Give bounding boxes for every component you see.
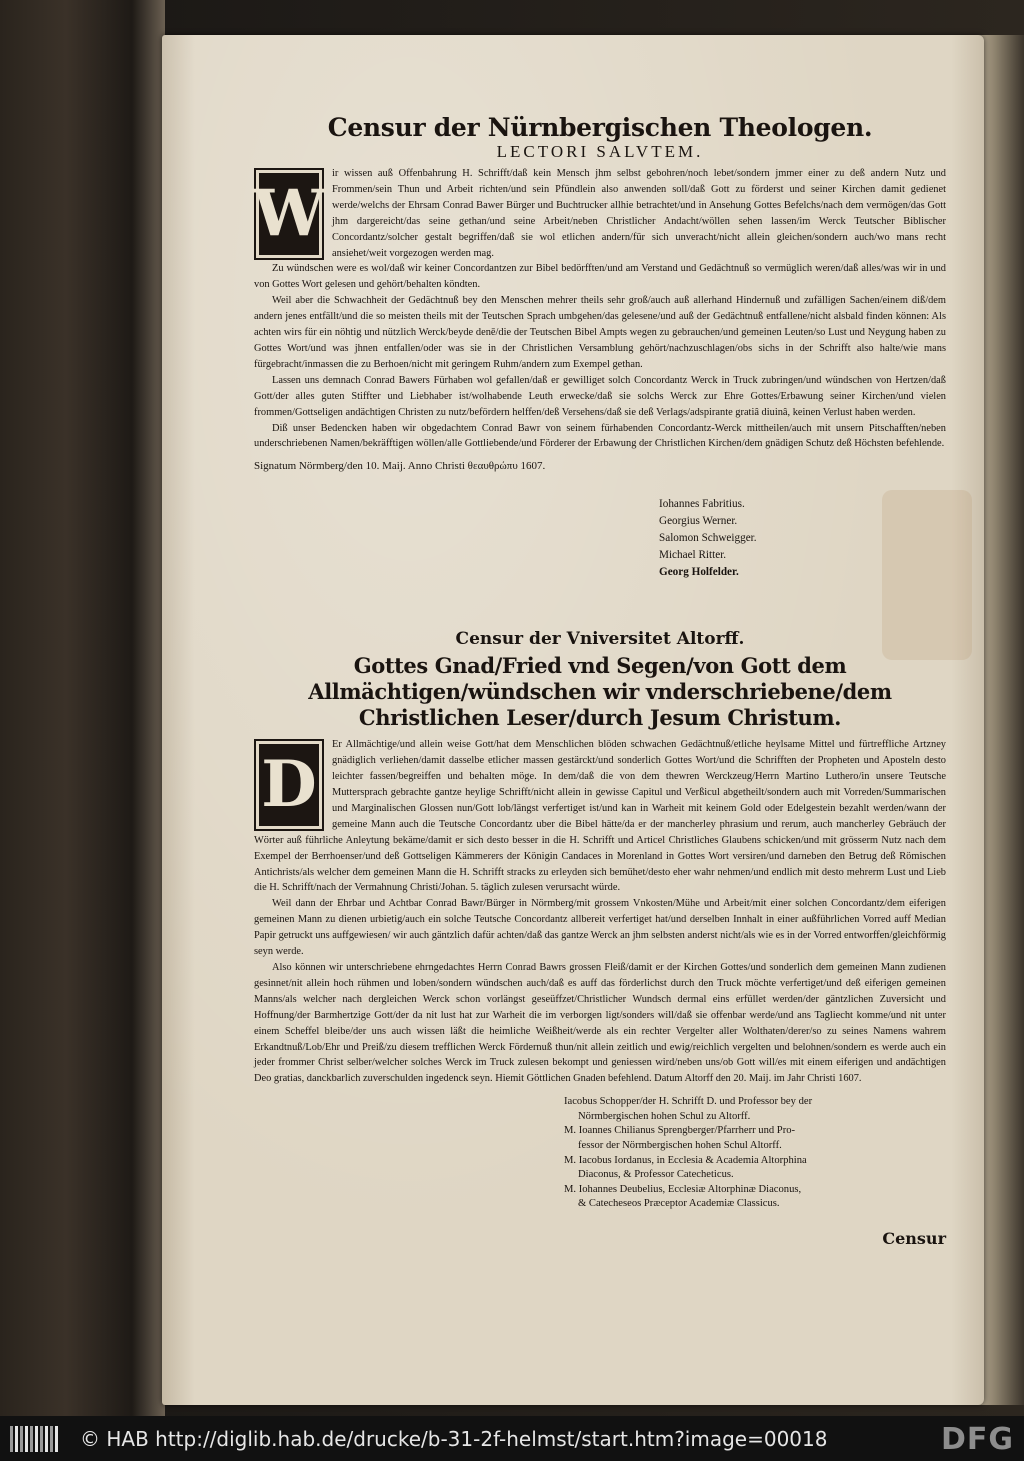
paragraph: Er Allmächtige/und allein weise Gott/hat dem Menschlichen blöden schwachen Gedächtnuß/etliche heylsame Mittel und fürtreffliche Artzney gnädiglich verliehen/damit dasselbe etlicher massen gestärckt/und sonderlich Gottes Wort/und die Schrifften der Propheten und Aposteln desto leichter fassen/begreiffen und behalten möge. In dem/daß die von dem thewren Werckzeug/Herrn Martino Luthero/in unsere Teutsche Muttersprach gebrachte gantze heylige Schrifft/nicht allein in gewisse Capitul und Verßicul abgetheilt/sondern auch mit Vorreden/Summarischen und Marginalischen Glossen nun/Gott lob/längst verfertiget ist/und kan in Warheit mit keinem Gold oder Edelgestein bezahlt werden/wann der gemeine Mann auch die Teutsche Concordantz uber die Bibel hätte/da er der mancherley phrasium und rerum, auch mancherley Gebräuch der Wörter auß führliche Anleytung bekäme/damit er sich desto besser in die H. Schrifft und Articel Christliches Glaubens schicken/und mit grösserm Nutz nach dem Exempel der Berrhoenser/und deß Gottseligen Kämmerers der Königin Candaces in Morenland in Gottes Wort versiren/und darneben den Betrug deß Römischen Antichrists/als welcher dem gemeinen Mann die H. Schrifft stracks zu erleyden sich bemühet/desto eher wahr nehmen/und endlich mit desto mehrerm Lust und Lieb die H. Schrifft/nach der Vermahnung Christi/Johan. 5. täglich zulesen verursacht würde. bbox=[254, 739, 946, 894]
paragraph: Also können wir unterschriebene ehrngedachtes Herrn Conrad Bawrs grossen Fleiß/damit er der Kirchen Gottes/und sonderlich dem gemeinen Mann zudienen gesinnet/nit allein hoch rühmen und loben/sondern wündschen auch/daß es auff das förderlichst durch den Truck möchte verfertiget/und deß eiferigen gemeinen Manns/als welcher nach dergleichen Werck schon vorlängst geseüffzet/Christlicher Wundsch dermal eins erfüllet werden/der gäntzlichen Zuversicht und Hoffnung/der Barmhertzige Gott/der da nit lust hat zur Warheit die im verborgen ligt/sonders will/daß sie offenbar werde/und ans Tagliecht komme/und nit unter einem Scheffel bleibe/der uns auch wissen läßt die heimliche Weißheit/werde als ein rechter Vergelter aller Wolthaten/derer/so zu seines Namens wahrem Erkandtnuß/Lob/Ehr und Preiß/zu diesem trefflichen Werck Fördernuß thun/nit allein zeitlich und ewig/reichlich vergelten und belohnen/sondern es werde auch ein jeder frommer Christ selber/welcher solches Werck im Truck zulesen bekompt und geniessen wird/neben uns/ob Gott will/es mit einem eiferigen und andächtigen Deo gratias, danckbarlich zuverschulden ingedenck seyn. Hiemit Göttlichen Gnaden befehlend. Datum Altorff den 20. Maij. im Jahr Christi 1607. bbox=[254, 962, 946, 1085]
signer-line: Nörmbergischen hohen Schul zu Altorff. bbox=[578, 1110, 751, 1122]
section-two-text bbox=[254, 737, 946, 1087]
signer-name: Salomon Schweigger. bbox=[659, 532, 757, 545]
signer-line: & Catecheseos Præceptor Academiæ Classicus. bbox=[578, 1198, 780, 1210]
university-signatures bbox=[564, 1095, 884, 1212]
decorated-initial-w: W bbox=[254, 168, 324, 260]
paragraph: Weil dann der Ehrbar und Achtbar Conrad Bawr/Bürger in Nörmberg/mit grossem Vnkosten/Mühe und Arbeit/mit einer solchen Concordantz/dem eiferigen gemeinen Mann zu dienen urbietig/auch ein solche Teutsche Concordantz allbereit verfertiget hat/und derselben Innhalt in einer außführlichen Vorred auff Median Papir getruckt uns auffgewiesen/ wir auch gäntzlich dafür achten/daß das gantze Werck an jhm selbsten anderst nicht/als wie es in der Vorred entworffen/gleichförmig seyn werde. bbox=[254, 898, 946, 958]
censur-heading: Censur der Nürnbergischen Theologen. bbox=[327, 113, 873, 142]
page-content bbox=[254, 113, 946, 1212]
signer-name: Iohannes Fabritius. bbox=[659, 498, 745, 511]
signer-name: Georgius Werner. bbox=[659, 515, 738, 528]
lectori-salutem-heading: LECTORI SALVTEM. bbox=[496, 142, 704, 161]
paragraph: ir wissen auß Offenbahrung H. Schrifft/daß kein Mensch jhm selbst gebohren/noch lebet/sondern jmmer einer zu deß andern Nutz und Frommen/sein Thun und Arbeit richten/und sein Pfündlein also anwenden soll/daß Gott zu förderst und seiner Kirchen damit gedienet werde/welchs der Ehrsam Conrad Bawer Bürger und Buchtrucker allhie betrachtet/und in Ansehung Gottes Befelchs/nach dem vermögen/das Gott jhm dargereicht/das seine gethan/und seine Arbeit/neben Christlicher Andacht/wöllen sehen lassen/im Werck Teutscher Biblischer Concordantz/solcher gestalt begriffen/daß sie wol etlichen andern/für sich unveracht/nicht allein gleichen/sondern auch/wo mans recht ansiehet/weit vorgezogen werden mag. bbox=[332, 168, 946, 259]
signer-name: Georg Holfelder. bbox=[659, 566, 739, 579]
copyright-link[interactable]: © HAB http://diglib.hab.de/drucke/b-31-2f-helmst/start.htm?image=00018 bbox=[80, 1426, 828, 1451]
paragraph: Lassen uns demnach Conrad Bawers Fürhaben wol gefallen/daß er gewilliget solch Concordantz Werck in Truck zubringen/und wündschen von Hertzen/daß Gott/der alles guten Stiffter und Liebhaber ist/wolhabende Leuth erwecke/daß sie solchs Werck zur Ehre Gottes/Erbawung seiner Kirchen/und vielen frommen/Gottseligen andächtigen Christen zu nutz/befördern helffen/deß Versehens/daß sie deß Verlags/adspirante gratiâ diuinâ, keinen Verlust haben werden. bbox=[254, 374, 946, 418]
signer-name: Michael Ritter. bbox=[659, 549, 727, 562]
signer-line: M. Iacobus Iordanus, in Ecclesia & Academia Altorphina bbox=[564, 1154, 807, 1166]
altorff-heading: Censur der Vniversitet Altorff. bbox=[455, 629, 745, 650]
dfg-logo: DFG bbox=[940, 1422, 1014, 1457]
signer-line: M. Iohannes Deubelius, Ecclesiæ Altorphinæ Diaconus, bbox=[564, 1183, 802, 1195]
book-page bbox=[162, 35, 984, 1405]
footer-bar bbox=[0, 1416, 1024, 1461]
signer-line: fessor der Nörmbergischen hohen Schul Altorff. bbox=[578, 1140, 782, 1152]
paragraph: Weil aber die Schwachheit der Gedächtnuß bey den Menschen mehrer theils sehr groß/auch auß allerhand Hindernuß und zufälligen Sachen/einem diß/dem andern jenes entfällt/und die so meisten theils mit der Teutschen Sprach umbgehen/das gelesene/und auß der Gedächtnuß entfallene/nicht alsbald finden können: Als achten wirs für ein nöhtig und nützlich Werck/beyde denē/die der Teutschen Bibel Ampts wegen zu gebrauchen/und gemeinen Leuten/so Lust und Neygung haben zu Gottes Wort/und was jhnen entfallen/oder was sie in der Christlichen Versamblung gehört/nachzuschlagen/obs sichs in der Schrifft also halte/wie mans fürgebracht/inmassen die zu Berhoen/nicht mit geringem Ruhm/andern zum Exempel gethan. bbox=[254, 295, 946, 370]
blessing-heading: Gottes Gnad/Fried vnd Segen/von Gott dem Allmächtigen/wündschen wir vnderschriebene/dem Christlichen Leser/durch Jesum Christum. bbox=[308, 653, 892, 731]
signer-line: Diaconus, & Professor Catecheticus. bbox=[578, 1169, 734, 1181]
paragraph: Zu wündschen were es wol/daß wir keiner Concordantzen zur Bibel bedörfften/und am Verstand und Gedächtnuß so vermüglich weren/daß alles/was wir in und von Gottes Wort gelesen und gehört/behalten köndten. bbox=[254, 263, 946, 291]
barcode-icon bbox=[10, 1426, 58, 1452]
signer-line: M. Ioannes Chilianus Sprengberger/Pfarrherr und Pro- bbox=[564, 1125, 796, 1137]
book-spine bbox=[0, 0, 165, 1416]
theologian-signatures bbox=[659, 496, 946, 581]
decorated-initial-d: D bbox=[254, 739, 324, 831]
signatum-line: Signatum Nörmberg/den 10. Maij. Anno Christi θεαυθρώπυ 1607. bbox=[254, 460, 546, 473]
paragraph: Diß unser Bedencken haben wir obgedachtem Conrad Bawr von seinem fürhabenden Concordantz-Werck mittheilen/auch mit unsern Pitschafften/neben underschriebenen Namen/bekräfftigen wöllen/alle Gottliebende/und Förderer der Erbawung der Christlichen Kirchen/dem gnädigen Schutz deß Höchsten befehlende. bbox=[254, 422, 946, 450]
signer-line: Iacobus Schopper/der H. Schrifft D. und Professor bey der bbox=[564, 1096, 813, 1108]
catchword: Censur bbox=[882, 1229, 946, 1248]
section-one-text bbox=[254, 166, 946, 452]
